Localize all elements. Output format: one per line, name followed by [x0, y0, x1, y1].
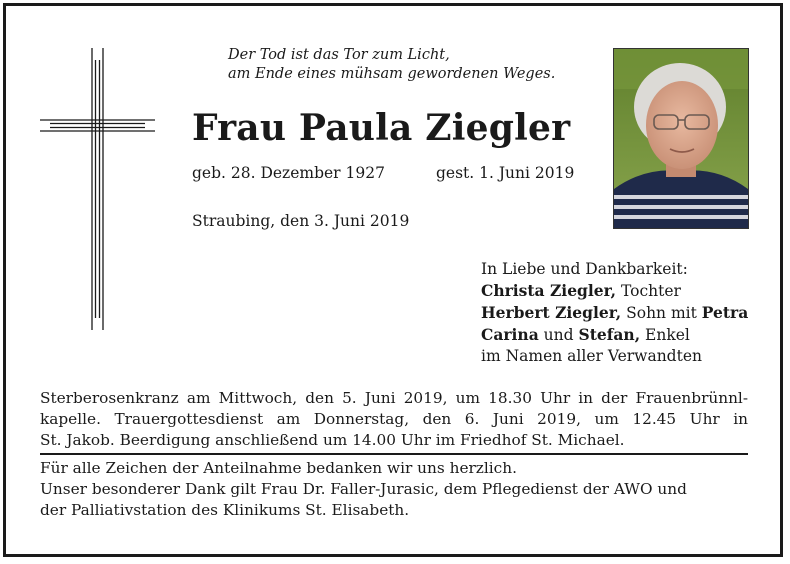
mourner-name: Herbert Ziegler,	[481, 303, 622, 322]
thanks-line: der Palliativstation des Klinikums St. Elisabeth.	[40, 501, 410, 519]
mourner-name: Carina	[481, 325, 539, 344]
mourner-relation: Sohn mit	[621, 304, 702, 322]
mourner-name: Christa Ziegler,	[481, 281, 617, 300]
thanks-line: Unser besonderer Dank gilt Frau Dr. Faller-Jurasic, dem Pflegedienst der AWO und	[40, 480, 687, 498]
motto-line: Der Tod ist das Tor zum Licht,	[228, 47, 450, 63]
mourners-closing: im Namen aller Verwandten	[481, 347, 702, 365]
thanks-paragraph	[40, 458, 748, 521]
mourner-relation: Tochter	[616, 282, 681, 300]
place-and-date: Straubing, den 3. Juni 2019	[192, 212, 410, 230]
thanks-line: Für alle Zeichen der Anteilnahme bedanken wir uns herzlich.	[40, 459, 517, 477]
motto-line: am Ende eines mühsam gewordenen Weges.	[228, 66, 556, 82]
mourner-line	[481, 302, 748, 324]
service-details	[40, 388, 748, 451]
life-dates	[192, 163, 575, 183]
motto-verse	[228, 46, 555, 84]
portrait-image	[614, 49, 748, 228]
latin-cross-icon	[40, 48, 155, 330]
mourners-block	[481, 259, 748, 367]
birth-date: geb. 28. Dezember 1927	[192, 164, 385, 182]
mourner-name: Petra	[701, 303, 749, 322]
mourner-relation: Enkel	[640, 326, 690, 344]
mourner-name: Stefan,	[578, 325, 641, 344]
deceased-name: Frau Paula Ziegler	[192, 107, 571, 149]
service-line: Sterberosenkranz am Mittwoch, den 5. Juni 2019, um 18.30 Uhr in der Frauenbrünnl-	[40, 389, 748, 407]
mourner-line	[481, 324, 748, 346]
mourners-intro: In Liebe und Dankbarkeit:	[481, 260, 688, 278]
divider-rule	[40, 453, 748, 455]
mourner-line	[481, 280, 748, 302]
service-line: kapelle. Trauergottesdienst am Donnerstag, den 6. Juni 2019, um 12.45 Uhr in	[40, 410, 748, 428]
death-date: gest. 1. Juni 2019	[436, 164, 575, 182]
service-line: St. Jakob. Beerdigung anschließend um 14.00 Uhr im Friedhof St. Michael.	[40, 431, 625, 449]
portrait-photo	[613, 48, 749, 229]
mourner-conjunction: und	[538, 326, 579, 344]
